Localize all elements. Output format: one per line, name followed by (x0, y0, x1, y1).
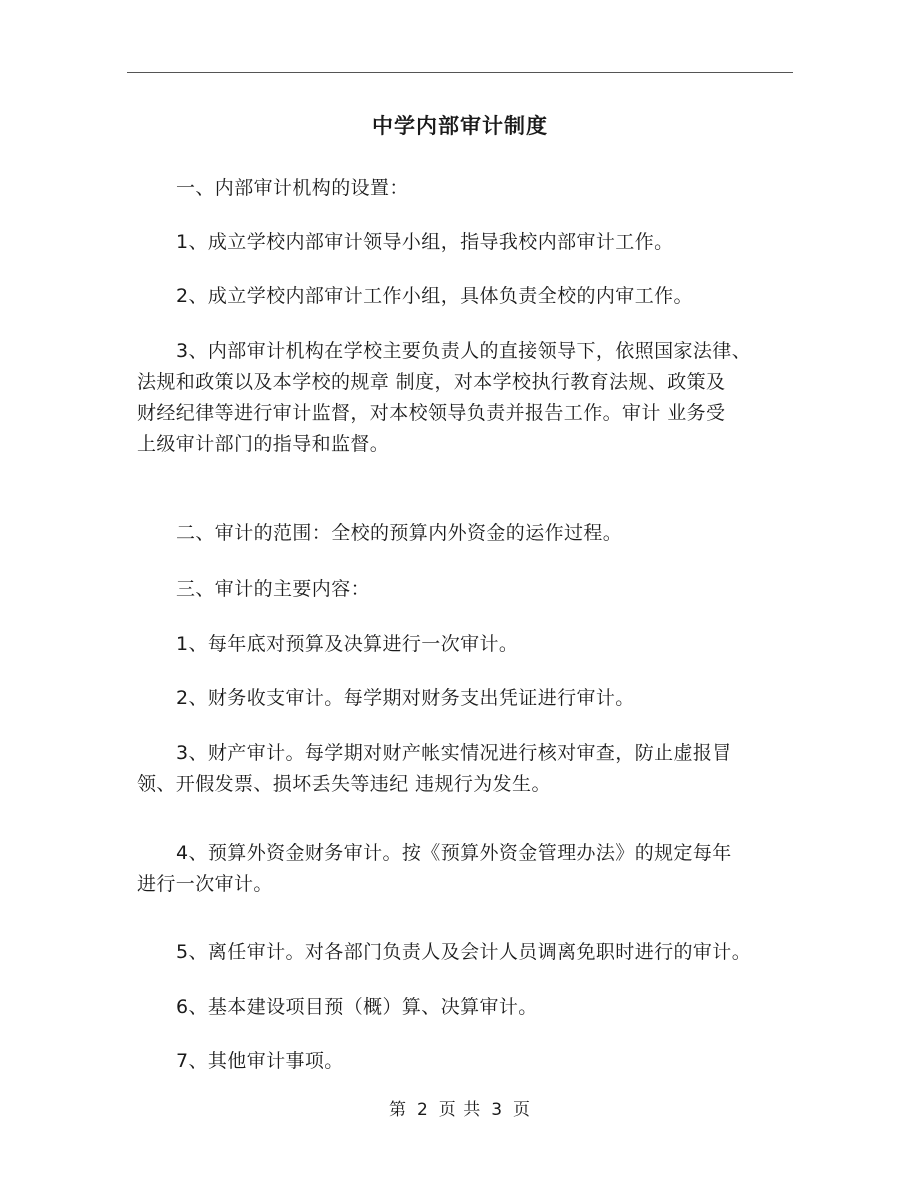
paragraph-item-1: 1、成立学校内部审计领导小组，指导我校内部审计工作。 (176, 231, 674, 253)
current-page-number: 2 (416, 1100, 429, 1120)
paragraph-item-7: 4、预算外资金财务审计。按《预算外资金管理办法》的规定每年 进行一次审计。 (137, 842, 732, 895)
paragraph-item-10: 7、其他审计事项。 (176, 1050, 344, 1072)
paragraph-item-9: 6、基本建设项目预（概）算、决算审计。 (176, 996, 538, 1018)
page-footer: 第 2 页 共 3 页 (388, 1100, 532, 1120)
header-rule (127, 72, 793, 73)
document-title: 中学内部审计制度 (372, 114, 548, 138)
paragraph-item-5: 2、财务收支审计。每学期对财务支出凭证进行审计。 (176, 687, 635, 709)
paragraph-item-6: 3、财产审计。每学期对财产帐实情况进行核对审查，防止虚报冒 领、开假发票、损坏丢失等违纪 违规行为发生。 (137, 742, 732, 795)
paragraph-item-3: 3、内部审计机构在学校主要负责人的直接领导下，依照国家法律、 法规和政策以及本学校的规章 制度，对本学校执行教育法规、政策及 财经纪律等进行审计监督，对本校领导负责并报告工作。审计 业务受 上级审计部门的指导和监督。 (137, 340, 752, 455)
section-heading-3: 三、审计的主要内容： (176, 578, 371, 600)
paragraph-item-4: 1、每年底对预算及决算进行一次审计。 (176, 633, 519, 655)
paragraph-item-2: 2、成立学校内部审计工作小组，具体负责全校的内审工作。 (176, 285, 693, 307)
section-heading-1: 一、内部审计机构的设置： (176, 177, 409, 199)
paragraph-item-8: 5、离任审计。对各部门负责人及会计人员调离免职时进行的审计。 (176, 941, 752, 963)
total-page-number: 3 (491, 1100, 504, 1120)
section-heading-2: 二、审计的范围：全校的预算内外资金的运作过程。 (176, 522, 623, 544)
